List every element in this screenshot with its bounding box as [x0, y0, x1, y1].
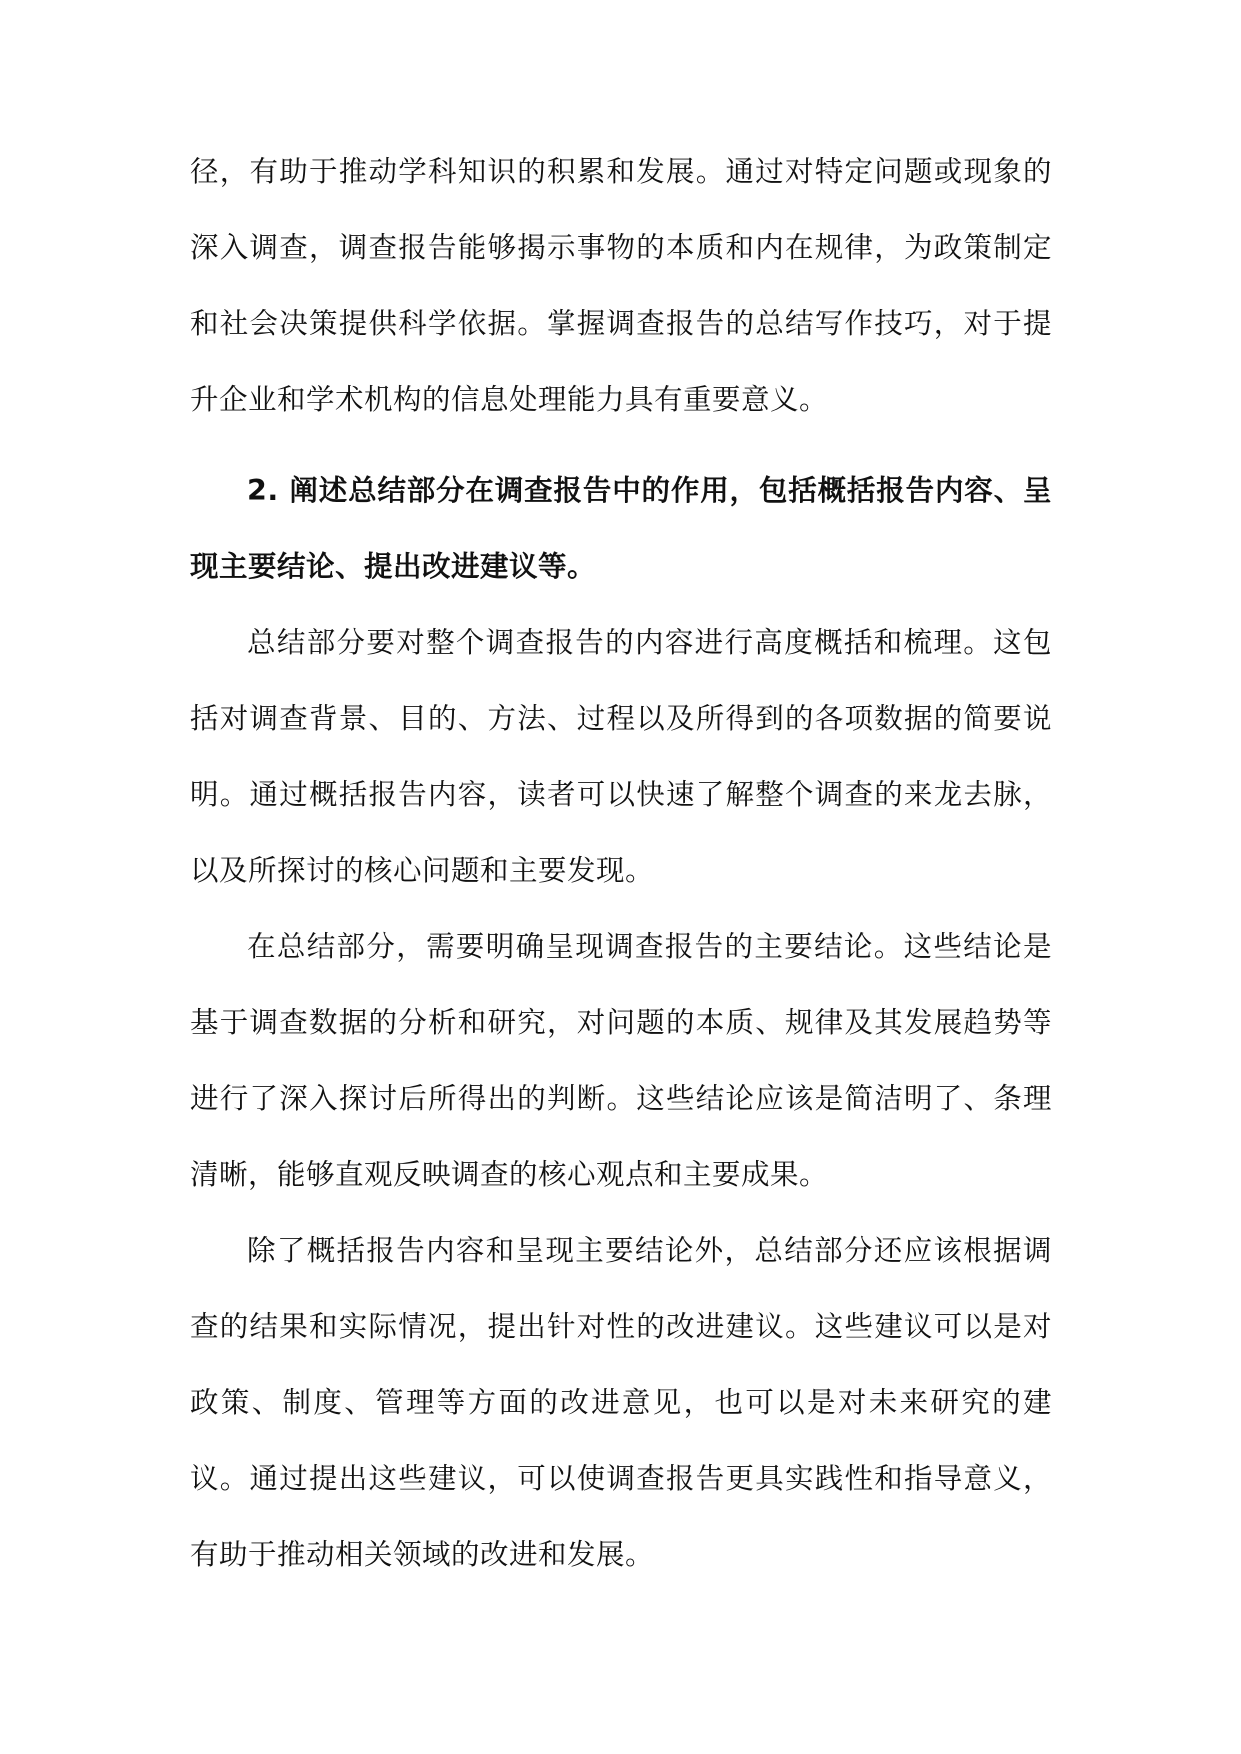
paragraph-summary-overview: 总结部分要对整个调查报告的内容进行高度概括和梳理。这包括对调查背景、目的、方法、过程以及所得到的各项数据的简要说明。通过概括报告内容，读者可以快速了解整个调查的来龙去脉，以及所探讨的核心问题和主要发现。 [190, 626, 1052, 887]
section-heading: 2. 阐述总结部分在调查报告中的作用，包括概括报告内容、呈现主要结论、提出改进建议等。 [190, 474, 1052, 583]
paragraph-main-conclusions: 在总结部分，需要明确呈现调查报告的主要结论。这些结论是基于调查数据的分析和研究，对问题的本质、规律及其发展趋势等进行了深入探讨后所得出的判断。这些结论应该是简洁明了、条理清晰，能够直观反映调查的核心观点和主要成果。 [190, 930, 1052, 1191]
continued-paragraph: 径，有助于推动学科知识的积累和发展。通过对特定问题或现象的深入调查，调查报告能够揭示事物的本质和内在规律，为政策制定和社会决策提供科学依据。掌握调查报告的总结写作技巧，对于提升企业和学术机构的信息处理能力具有重要意义。 [190, 155, 1052, 416]
paragraph-improvement-suggestions: 除了概括报告内容和呈现主要结论外，总结部分还应该根据调查的结果和实际情况，提出针对性的改进建议。这些建议可以是对政策、制度、管理等方面的改进意见，也可以是对未来研究的建议。通过提出这些建议，可以使调查报告更具实践性和指导意义，有助于推动相关领域的改进和发展。 [190, 1234, 1052, 1571]
document-body [190, 134, 1052, 1593]
